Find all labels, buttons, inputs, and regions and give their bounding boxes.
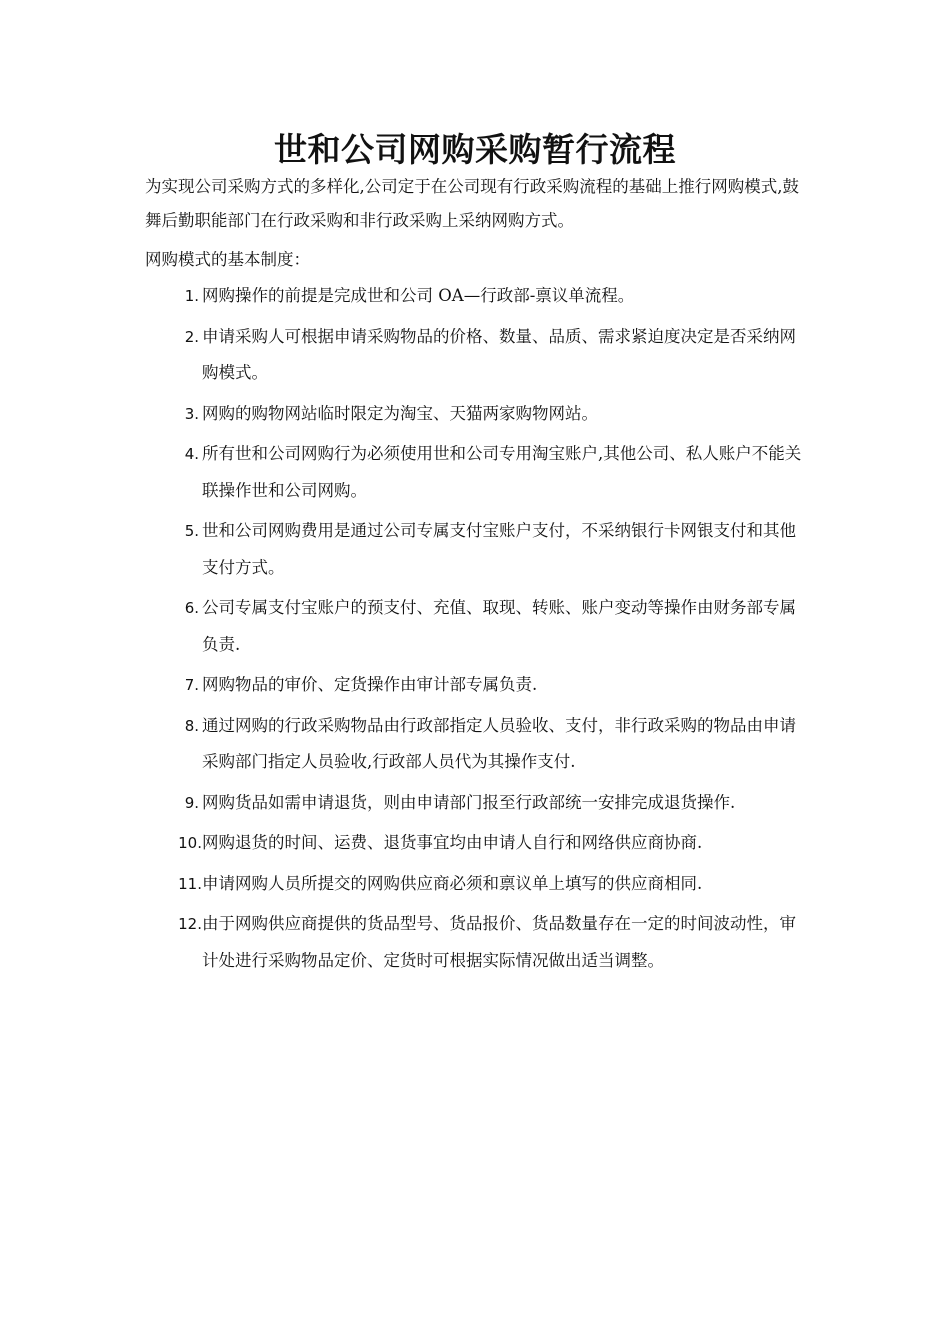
rule-text: 申请采购人可根据申请采购物品的价格、数量、品质、需求紧迫度决定是否采纳网购模式。 (202, 326, 796, 382)
rule-text: 网购操作的前提是完成世和公司 OA—行政部-禀议单流程。 (202, 286, 635, 305)
intro-paragraph: 为实现公司采购方式的多样化,公司定于在公司现有行政采购流程的基础上推行网购模式,鼓舞后勤职能部门在行政采购和非行政采购上采纳网购方式。 (145, 177, 799, 230)
rule-item (145, 667, 805, 704)
rule-number: 1. (184, 287, 199, 305)
rule-number: 7. (184, 676, 199, 694)
rule-text: 网购货品如需申请退货，则由申请部门报至行政部统一安排完成退货操作. (202, 792, 736, 812)
rule-item (145, 513, 805, 586)
rule-number: 5. (184, 522, 199, 540)
rule-number: 9. (184, 793, 199, 812)
rule-number: 6. (184, 599, 199, 617)
rule-text: 由于网购供应商提供的货品型号、货品报价、货品数量存在一定的时间波动性，审计处进行采购物品定价、定货时可根据实际情况做出适当调整。 (202, 914, 796, 970)
rule-text: 网购物品的审价、定货操作由审计部专属负责. (202, 675, 538, 694)
rule-number: 3. (184, 404, 199, 423)
rule-item (145, 906, 805, 979)
rule-item (145, 319, 805, 392)
rule-number: 4. (184, 445, 199, 463)
rule-text: 公司专属支付宝账户的预支付、充值、取现、转账、账户变动等操作由财务部专属负责. (202, 598, 796, 654)
rule-number: 12. (178, 915, 202, 933)
rule-number: 8. (184, 716, 199, 735)
rule-item (145, 590, 805, 663)
rule-text: 网购的购物网站临时限定为淘宝、天猫两家购物网站。 (202, 403, 598, 423)
rule-item (145, 278, 805, 315)
rule-item (145, 436, 805, 509)
document-title: 世和公司网购采购暂行流程 (274, 130, 676, 169)
rule-item (145, 708, 805, 781)
rule-number: 11. (178, 874, 202, 893)
rule-item (145, 396, 805, 433)
rule-number: 10. (178, 834, 202, 852)
rule-number: 2. (184, 327, 199, 346)
rule-text: 申请网购人员所提交的网购供应商必须和禀议单上填写的供应商相同. (202, 873, 703, 893)
rule-item (145, 785, 805, 822)
rule-text: 通过网购的行政采购物品由行政部指定人员验收、支付，非行政采购的物品由申请采购部门指定人员验收,行政部人员代为其操作支付. (202, 715, 796, 771)
basic-rules-heading: 网购模式的基本制度： (145, 250, 310, 269)
rules-list (145, 278, 805, 983)
rule-item (145, 866, 805, 903)
rule-text: 世和公司网购费用是通过公司专属支付宝账户支付，不采纳银行卡网银支付和其他支付方式。 (202, 521, 796, 577)
rule-text: 所有世和公司网购行为必须使用世和公司专用淘宝账户,其他公司、私人账户不能关联操作世和公司网购。 (202, 444, 802, 500)
rule-item (145, 825, 805, 862)
rule-text: 网购退货的时间、运费、退货事宜均由申请人自行和网络供应商协商. (202, 833, 703, 852)
